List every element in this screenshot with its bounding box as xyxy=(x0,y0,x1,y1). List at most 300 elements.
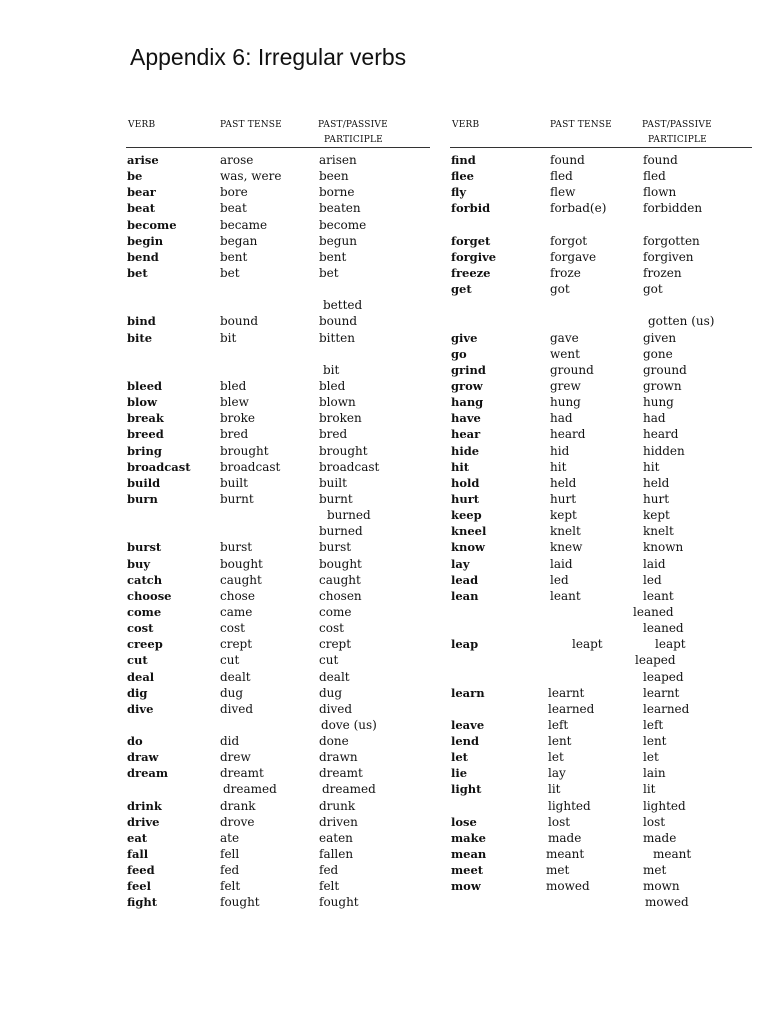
table-row xyxy=(126,685,430,701)
verb-cell: grow xyxy=(451,378,483,393)
past-participle-cell: flown xyxy=(643,185,677,200)
verb-rows-right xyxy=(450,152,752,911)
verb-cell: mean xyxy=(451,847,487,862)
past-tense-cell: went xyxy=(550,346,580,361)
table-row xyxy=(126,378,430,394)
table-row xyxy=(450,152,752,168)
verb-cell: blow xyxy=(127,395,157,410)
table-row xyxy=(126,523,430,539)
table-row xyxy=(126,894,430,910)
past-tense-cell: froze xyxy=(550,265,581,280)
past-participle-cell: lighted xyxy=(643,798,686,813)
verb-cell: flee xyxy=(451,169,474,184)
table-row xyxy=(126,152,430,168)
past-participle-cell: had xyxy=(643,411,666,426)
table-row xyxy=(450,701,752,717)
past-tense-cell: bred xyxy=(220,427,249,442)
past-tense-cell: bore xyxy=(220,185,248,200)
table-row xyxy=(450,233,752,249)
past-tense-cell: fled xyxy=(550,169,573,184)
verb-cell: begin xyxy=(127,233,164,248)
past-tense-cell: forbad(e) xyxy=(550,201,607,216)
past-participle-cell: lit xyxy=(643,782,656,797)
past-participle-cell: met xyxy=(643,863,667,878)
verb-cell: be xyxy=(127,169,143,184)
table-row xyxy=(450,200,752,216)
past-participle-cell: leaned xyxy=(633,604,674,619)
verb-cell: lend xyxy=(451,734,480,749)
past-tense-cell: burnt xyxy=(220,491,254,506)
table-row xyxy=(450,765,752,781)
table-row xyxy=(450,249,752,265)
past-tense-cell: drank xyxy=(220,798,256,813)
table-row xyxy=(126,604,430,620)
past-tense-cell: leant xyxy=(550,588,581,603)
table-row xyxy=(450,346,752,362)
table-row xyxy=(126,443,430,459)
verb-cell: dive xyxy=(127,701,154,716)
table-row xyxy=(450,830,752,846)
past-participle-cell: fed xyxy=(319,863,339,878)
past-tense-cell: fought xyxy=(220,895,260,910)
past-participle-cell: borne xyxy=(319,185,355,200)
verb-cell: know xyxy=(451,540,485,555)
table-row xyxy=(126,588,430,604)
past-tense-cell: hit xyxy=(550,459,567,474)
table-row xyxy=(126,798,430,814)
past-tense-cell: leapt xyxy=(572,637,603,652)
table-row xyxy=(450,313,752,329)
past-tense-cell: did xyxy=(220,734,240,749)
past-tense-cell: beat xyxy=(220,201,247,216)
verb-cell: meet xyxy=(451,863,484,878)
table-row xyxy=(126,717,430,733)
past-participle-cell: drawn xyxy=(319,750,358,765)
table-row xyxy=(126,200,430,216)
past-participle-cell: brought xyxy=(319,443,368,458)
table-row xyxy=(450,798,752,814)
table-row xyxy=(450,265,752,281)
table-row xyxy=(126,846,430,862)
past-tense-cell: dealt xyxy=(220,669,251,684)
verb-cell: hit xyxy=(451,459,470,474)
past-participle-cell: known xyxy=(643,540,684,555)
table-row xyxy=(126,168,430,184)
table-row xyxy=(450,217,752,233)
past-participle-cell: eaten xyxy=(319,830,353,845)
past-participle-cell: bred xyxy=(319,427,348,442)
past-participle-cell: driven xyxy=(319,814,358,829)
verb-cell: cut xyxy=(127,653,148,668)
past-participle-cell: lost xyxy=(643,814,666,829)
past-tense-cell: left xyxy=(548,717,569,732)
table-row xyxy=(126,297,430,313)
past-participle-cell: mowed xyxy=(645,895,689,910)
verb-cell: lose xyxy=(451,814,477,829)
past-tense-cell: made xyxy=(548,830,582,845)
verb-table-right xyxy=(450,117,752,911)
verb-cell: bleed xyxy=(127,378,163,393)
past-tense-cell: began xyxy=(220,233,258,248)
past-participle-cell: dug xyxy=(319,685,343,700)
past-tense-cell: had xyxy=(550,411,573,426)
verb-cell: do xyxy=(127,734,143,749)
past-tense-cell: got xyxy=(550,282,570,297)
past-participle-cell: leaned xyxy=(643,621,684,636)
past-participle-cell: built xyxy=(319,475,347,490)
table-row xyxy=(450,685,752,701)
past-tense-cell: gave xyxy=(550,330,579,345)
table-row xyxy=(450,330,752,346)
past-tense-cell: broke xyxy=(220,411,256,426)
verb-cell: burst xyxy=(127,540,162,555)
verb-table-left xyxy=(126,117,430,911)
verb-cell: have xyxy=(451,411,481,426)
verb-cell: hold xyxy=(451,475,480,490)
past-tense-cell: learnt xyxy=(548,685,585,700)
verb-cell: grind xyxy=(451,362,486,377)
past-tense-cell: lay xyxy=(548,766,566,781)
table-row xyxy=(126,426,430,442)
table-row xyxy=(450,459,752,475)
header-past-tense: PAST TENSE xyxy=(550,120,612,130)
table-row xyxy=(126,281,430,297)
past-tense-cell: built xyxy=(220,475,248,490)
past-tense-cell: knelt xyxy=(550,524,581,539)
past-tense-cell: dived xyxy=(220,701,254,716)
verb-cell: creep xyxy=(127,637,163,652)
table-header xyxy=(126,117,430,148)
verb-cell: beat xyxy=(127,201,156,216)
table-row xyxy=(126,620,430,636)
verb-cell: lean xyxy=(451,588,479,603)
past-participle-cell: chosen xyxy=(319,588,362,603)
table-row xyxy=(126,507,430,523)
past-tense-cell: hung xyxy=(550,395,581,410)
past-participle-cell: come xyxy=(319,604,352,619)
past-participle-cell: forbidden xyxy=(643,201,703,216)
past-tense-cell: bit xyxy=(220,330,237,345)
past-participle-cell: dreamt xyxy=(319,766,363,781)
past-participle-cell: arisen xyxy=(319,153,357,167)
verb-cell: leave xyxy=(451,717,485,732)
past-participle-cell: hit xyxy=(643,459,660,474)
table-row xyxy=(450,894,752,910)
verb-cell: hang xyxy=(451,395,484,410)
verb-cell: keep xyxy=(451,508,482,523)
past-tense-cell: lighted xyxy=(548,798,591,813)
header-past-passive: PAST/PASSIVE xyxy=(642,120,712,130)
verb-cell: arise xyxy=(127,153,159,167)
past-participle-cell: kept xyxy=(643,508,670,523)
past-tense-cell: bought xyxy=(220,556,263,571)
verb-cell: light xyxy=(451,782,482,797)
past-participle-cell: burnt xyxy=(319,491,353,506)
verb-cell: fight xyxy=(127,895,158,910)
table-row xyxy=(126,217,430,233)
verb-cell: dig xyxy=(127,685,148,700)
past-participle-cell: meant xyxy=(653,847,692,862)
table-row xyxy=(450,749,752,765)
table-row xyxy=(450,297,752,313)
past-participle-cell: betted xyxy=(323,298,363,313)
past-tense-cell: caught xyxy=(220,572,262,587)
past-participle-cell: leapt xyxy=(655,637,686,652)
past-tense-cell: drew xyxy=(220,750,251,765)
table-row xyxy=(450,184,752,200)
verb-cell: catch xyxy=(127,572,163,587)
past-participle-cell: forgotten xyxy=(643,233,700,248)
verb-cell: become xyxy=(127,217,177,232)
past-participle-cell: let xyxy=(643,750,659,765)
past-participle-cell: been xyxy=(319,169,349,184)
table-row xyxy=(126,765,430,781)
verb-cell: eat xyxy=(127,830,148,845)
verb-cell: bind xyxy=(127,314,156,329)
header-participle: PARTICIPLE xyxy=(324,135,383,145)
past-tense-cell: chose xyxy=(220,588,255,603)
past-participle-cell: laid xyxy=(643,556,666,571)
past-participle-cell: drunk xyxy=(319,798,356,813)
past-tense-cell: arose xyxy=(220,153,254,167)
past-participle-cell: gone xyxy=(643,346,673,361)
past-participle-cell: broken xyxy=(319,411,362,426)
past-tense-cell: bet xyxy=(220,265,240,280)
past-tense-cell: ground xyxy=(550,362,594,377)
verb-cell: drive xyxy=(127,814,160,829)
past-participle-cell: bet xyxy=(319,265,339,280)
past-tense-cell: kept xyxy=(550,508,577,523)
past-tense-cell: heard xyxy=(550,427,586,442)
past-participle-cell: hung xyxy=(643,395,674,410)
past-participle-cell: leaped xyxy=(643,669,684,684)
past-participle-cell: burst xyxy=(319,540,352,555)
past-tense-cell: became xyxy=(220,217,268,232)
table-row xyxy=(450,507,752,523)
table-row xyxy=(450,168,752,184)
table-row xyxy=(126,556,430,572)
verb-cell: fall xyxy=(127,847,149,862)
past-tense-cell: broadcast xyxy=(220,459,281,474)
past-tense-cell: crept xyxy=(220,637,253,652)
verb-cell: mow xyxy=(451,879,481,894)
past-participle-cell: mown xyxy=(643,879,680,894)
table-row xyxy=(450,781,752,797)
table-row xyxy=(450,669,752,685)
table-row xyxy=(450,523,752,539)
table-row xyxy=(126,781,430,797)
past-participle-cell: bit xyxy=(323,362,340,377)
past-participle-cell: fled xyxy=(643,169,666,184)
past-participle-cell: bound xyxy=(319,314,358,329)
table-row xyxy=(126,814,430,830)
table-row xyxy=(126,830,430,846)
past-participle-cell: bought xyxy=(319,556,362,571)
table-row xyxy=(126,652,430,668)
verb-cell: hear xyxy=(451,427,481,442)
past-participle-cell: bent xyxy=(319,249,347,264)
past-participle-cell: burned xyxy=(319,524,363,539)
table-row xyxy=(126,669,430,685)
verb-cell: draw xyxy=(127,750,159,765)
past-participle-cell: given xyxy=(643,330,677,345)
past-participle-cell: broadcast xyxy=(319,459,380,474)
past-participle-cell: bled xyxy=(319,378,346,393)
verb-cell: lay xyxy=(451,556,470,571)
past-participle-cell: leaped xyxy=(635,653,676,668)
past-tense-cell: dug xyxy=(220,685,244,700)
verb-cell: cost xyxy=(127,621,154,636)
past-participle-cell: cut xyxy=(319,653,339,668)
past-tense-cell: drove xyxy=(220,814,255,829)
past-participle-cell: gotten (us) xyxy=(648,314,715,329)
past-tense-cell: dreamed xyxy=(223,782,277,797)
verb-cell: hide xyxy=(451,443,480,458)
past-tense-cell: brought xyxy=(220,443,269,458)
header-participle: PARTICIPLE xyxy=(648,135,707,145)
past-tense-cell: bled xyxy=(220,378,247,393)
table-row xyxy=(450,717,752,733)
past-tense-cell: cost xyxy=(220,621,245,636)
past-participle-cell: hurt xyxy=(643,491,670,506)
table-row xyxy=(126,862,430,878)
past-participle-cell: caught xyxy=(319,572,361,587)
past-tense-cell: meant xyxy=(546,847,585,862)
page-title: Appendix 6: Irregular verbs xyxy=(130,44,407,70)
header-past-passive: PAST/PASSIVE xyxy=(318,120,388,130)
verb-cell: build xyxy=(127,475,161,490)
table-row xyxy=(450,588,752,604)
past-participle-cell: led xyxy=(643,572,662,587)
past-participle-cell: learned xyxy=(643,701,690,716)
past-participle-cell: lent xyxy=(643,734,667,749)
table-row xyxy=(126,410,430,426)
table-row xyxy=(126,249,430,265)
table-row xyxy=(126,184,430,200)
past-participle-cell: blown xyxy=(319,395,356,410)
table-row xyxy=(450,556,752,572)
verb-cell: forbid xyxy=(451,201,491,216)
past-participle-cell: crept xyxy=(319,637,352,652)
past-tense-cell: lost xyxy=(548,814,571,829)
verb-cell: hurt xyxy=(451,491,480,506)
table-row xyxy=(450,475,752,491)
past-tense-cell: met xyxy=(546,863,570,878)
past-tense-cell: cut xyxy=(220,653,240,668)
verb-cell: dream xyxy=(127,766,169,781)
past-participle-cell: hidden xyxy=(643,443,685,458)
past-participle-cell: dove (us) xyxy=(321,717,377,732)
past-participle-cell: dived xyxy=(319,701,353,716)
verb-cell: drink xyxy=(127,798,162,813)
table-row xyxy=(450,539,752,555)
past-participle-cell: done xyxy=(319,734,349,749)
verb-cell: break xyxy=(127,411,164,426)
past-participle-cell: lain xyxy=(643,766,666,781)
past-participle-cell: grown xyxy=(643,378,682,393)
table-row xyxy=(450,652,752,668)
table-row xyxy=(450,410,752,426)
past-tense-cell: laid xyxy=(550,556,573,571)
past-tense-cell: fed xyxy=(220,863,240,878)
past-tense-cell: flew xyxy=(550,185,576,200)
past-participle-cell: knelt xyxy=(643,524,674,539)
verb-cell: kneel xyxy=(451,524,487,539)
past-participle-cell: found xyxy=(643,153,678,167)
table-row xyxy=(126,539,430,555)
past-tense-cell: fell xyxy=(220,847,240,862)
past-participle-cell: held xyxy=(643,475,670,490)
table-header xyxy=(450,117,752,148)
table-row xyxy=(126,878,430,894)
verb-cell: bring xyxy=(127,443,162,458)
table-row xyxy=(450,620,752,636)
table-row xyxy=(450,862,752,878)
table-row xyxy=(450,426,752,442)
past-participle-cell: begun xyxy=(319,233,357,248)
header-past-tense: PAST TENSE xyxy=(220,120,282,130)
table-row xyxy=(126,313,430,329)
table-row xyxy=(126,733,430,749)
verb-cell: come xyxy=(127,604,162,619)
verb-cell: bend xyxy=(127,249,159,264)
past-participle-cell: fought xyxy=(319,895,359,910)
table-row xyxy=(450,636,752,652)
past-tense-cell: felt xyxy=(220,879,241,894)
past-participle-cell: beaten xyxy=(319,201,361,216)
table-row xyxy=(450,362,752,378)
verb-cell: go xyxy=(451,346,467,361)
past-tense-cell: dreamt xyxy=(220,766,264,781)
past-tense-cell: ate xyxy=(220,830,240,845)
verb-cell: forget xyxy=(451,233,491,248)
past-participle-cell: heard xyxy=(643,427,679,442)
past-tense-cell: came xyxy=(220,604,253,619)
past-tense-cell: lit xyxy=(548,782,561,797)
table-row xyxy=(450,733,752,749)
verb-cell: feel xyxy=(127,879,151,894)
past-participle-cell: got xyxy=(643,282,663,297)
past-tense-cell: found xyxy=(550,153,585,167)
past-participle-cell: bitten xyxy=(319,330,355,345)
past-tense-cell: hid xyxy=(550,443,570,458)
table-row xyxy=(126,394,430,410)
table-row xyxy=(450,443,752,459)
verb-cell: bear xyxy=(127,185,156,200)
header-verb: VERB xyxy=(452,120,480,130)
table-row xyxy=(450,846,752,862)
verb-cell: deal xyxy=(127,669,155,684)
verb-cell: find xyxy=(451,153,476,167)
verb-cell: choose xyxy=(127,588,172,603)
verb-cell: learn xyxy=(451,685,485,700)
verb-rows-left xyxy=(126,152,430,911)
table-row xyxy=(126,701,430,717)
past-participle-cell: fallen xyxy=(319,847,354,862)
verb-cell: get xyxy=(451,282,472,297)
verb-cell: leap xyxy=(451,637,479,652)
table-row xyxy=(450,814,752,830)
past-tense-cell: held xyxy=(550,475,577,490)
past-participle-cell: ground xyxy=(643,362,687,377)
past-tense-cell: let xyxy=(548,750,564,765)
past-participle-cell: become xyxy=(319,217,367,232)
past-tense-cell: bent xyxy=(220,249,248,264)
past-tense-cell: was, were xyxy=(220,169,282,184)
verb-cell: feed xyxy=(127,863,155,878)
verb-cell: lie xyxy=(451,766,468,781)
table-row xyxy=(126,346,430,362)
